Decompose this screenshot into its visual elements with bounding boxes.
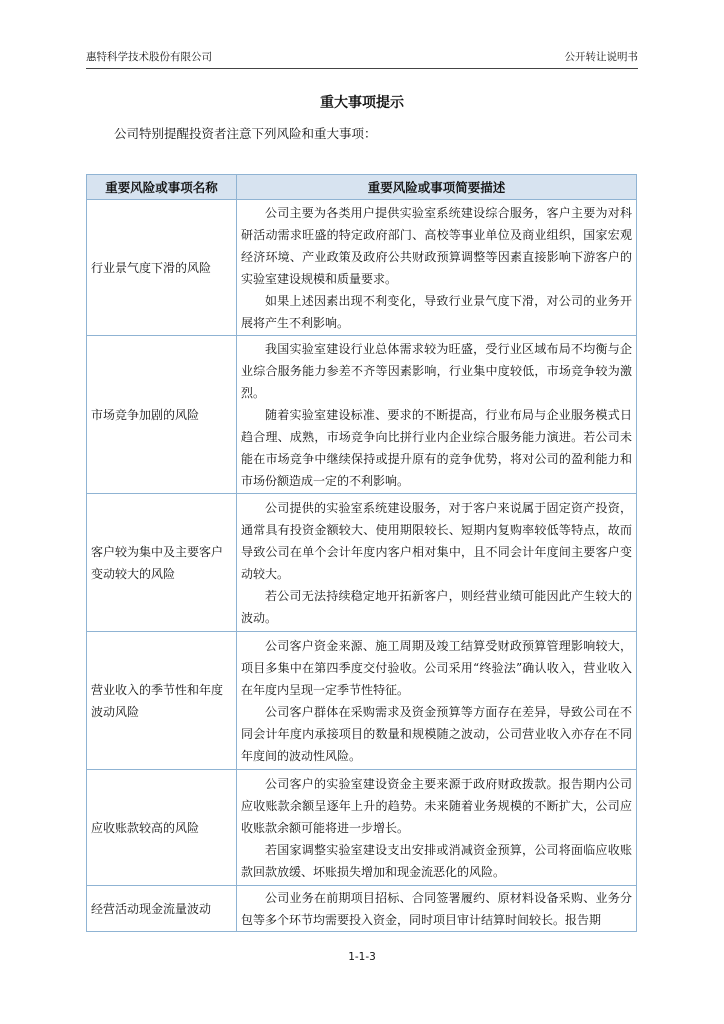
risk-name: 客户较为集中及主要客户变动较大的风险: [87, 494, 237, 632]
description-paragraph: 公司客户的实验室建设资金主要来源于政府财政拨款。报告期内公司应收账款余额呈逐年上升的趋势。未来随着业务规模的不断扩大，公司应收账款余额可能将进一步增长。: [241, 776, 632, 835]
page-number: 1-1-3: [348, 951, 376, 963]
column-header-name: 重要风险或事项名称: [87, 175, 237, 200]
description-paragraph: 公司业务在前期项目招标、合同签署履约、原材料设备采购、业务分包等多个环节均需要投入资金，同时项目审计结算时间较长。报告期: [241, 890, 632, 927]
risk-description: [237, 494, 637, 632]
intro-text: 公司特别提醒投资者注意下列风险和重大事项：: [114, 126, 377, 141]
table-header-row: [87, 175, 637, 200]
risk-name: 营业收入的季节性和年度波动风险: [87, 632, 237, 770]
header-doc-type: 公开转让说明书: [564, 51, 638, 63]
description-paragraph: 我国实验室建设行业总体需求较为旺盛，受行业区域布局不均衡与企业综合服务能力参差不齐等因素影响，行业集中度较低，市场竞争较为激烈。: [241, 341, 632, 400]
column-header-description: 重要风险或事项简要描述: [237, 175, 637, 200]
page-title: 重大事项提示: [320, 95, 404, 111]
description-paragraph: 如果上述因素出现不利变化，导致行业景气度下滑，对公司的业务开展将产生不利影响。: [241, 293, 632, 330]
description-paragraph: 随着实验室建设标准、要求的不断提高，行业布局与企业服务模式日趋合理、成熟，市场竞争向比拼行业内企业综合服务能力演进。若公司未能在市场竞争中继续保持或提升原有的竞争优势，将对公司的盈利能力和市场份额造成一定的不利影响。: [241, 407, 632, 488]
risk-description: [237, 632, 637, 770]
risk-description: [237, 886, 637, 932]
table-row: [87, 494, 637, 632]
risk-description: [237, 336, 637, 494]
description-paragraph: 公司客户资金来源、施工周期及竣工结算受财政预算管理影响较大，项目多集中在第四季度交付验收。公司采用“终验法”确认收入，营业收入在年度内呈现一定季节性特征。: [241, 638, 632, 697]
risk-description: [237, 770, 637, 886]
description-paragraph: 若公司无法持续稳定地开拓新客户，则经营业绩可能因此产生较大的波动。: [241, 588, 632, 625]
description-paragraph: 若国家调整实验室建设支出安排或消减资金预算，公司将面临应收账款回款放缓、坏账损失增加和现金流恶化的风险。: [241, 842, 632, 879]
risk-table: [86, 174, 637, 932]
description-paragraph: 公司客户群体在采购需求及资金预算等方面存在差异，导致公司在不同会计年度内承接项目的数量和规模随之波动，公司营业收入亦存在不同年度间的波动性风险。: [241, 704, 632, 763]
table-row: [87, 770, 637, 886]
table-row: [87, 200, 637, 336]
risk-name: 市场竞争加剧的风险: [87, 336, 237, 494]
description-paragraph: 公司提供的实验室系统建设服务，对于客户来说属于固定资产投资，通常具有投资金额较大、使用期限较长、短期内复购率较低等特点，故而导致公司在单个会计年度内客户相对集中，且不同会计年度间主要客户变动较大。: [241, 500, 632, 581]
table-row: [87, 886, 637, 932]
table-row: [87, 336, 637, 494]
description-paragraph: 公司主要为各类用户提供实验室系统建设综合服务，客户主要为对科研活动需求旺盛的特定政府部门、高校等事业单位及商业组织，国家宏观经济环境、产业政策及政府公共财政预算调整等因素直接影响下游客户的实验室建设规模和质量要求。: [241, 205, 632, 286]
risk-description: [237, 200, 637, 336]
risk-name: 行业景气度下滑的风险: [87, 200, 237, 336]
page-header: [86, 50, 638, 69]
risk-name: 经营活动现金流量波动: [87, 886, 237, 932]
risk-name: 应收账款较高的风险: [87, 770, 237, 886]
table-row: [87, 632, 637, 770]
header-company: 惠特科学技术股份有限公司: [86, 51, 212, 63]
